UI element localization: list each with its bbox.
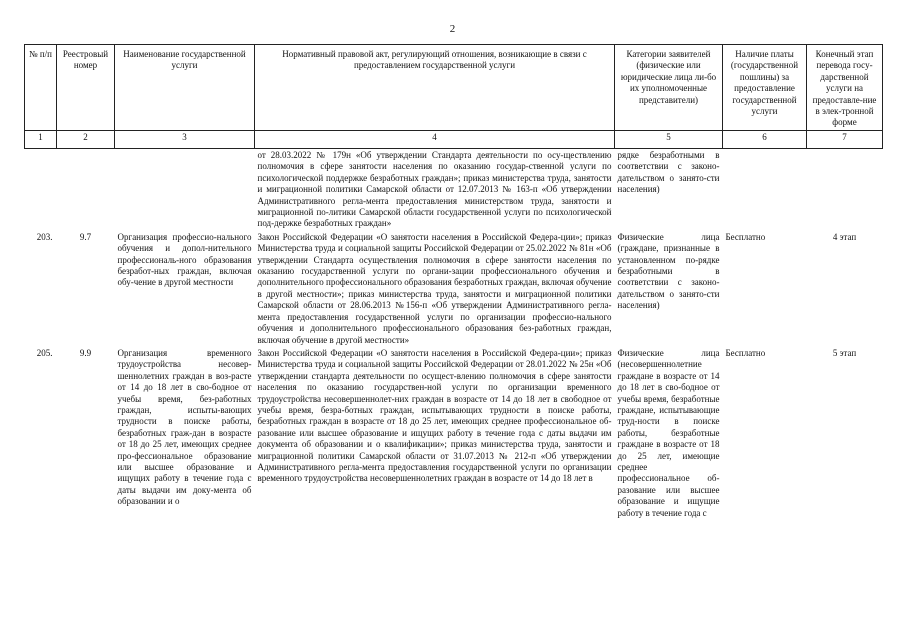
column-number: 6 (723, 131, 807, 149)
legal-act: от 28.03.2022 № 179н «Об утверждении Стандарта деятельности по осу-ществлению полномочия в сфере занятости населения по оказанию государ-ственной услуги по психологической поддержке безработных граждан»; приказ министерства труда, занятости и миграционной политики Самарской области от 12.07.2013 № 163-п «Об утверждении Административного регла-мента предоставления министерством труда, занятости и миграционной по-литики Самарской области государственной услуги по психологической под-держке безработных граждан» (257, 150, 612, 229)
service-name: Организация временного трудоустройства несовер-шеннолетних граждан в воз-расте от 14 до 18 лет в сво-бодное от учебы время, без-работных граждан, испыты-вающих трудности в поиске работы, безработных граж-дан в возрасте от 18 до 25 лет, имеющих среднее про-фессиональное образование или высшее образование и ищущих работу в течение года с даты выдачи им доку-мента об образовании и о (117, 347, 252, 507)
applicant-category: рядке безработными в соответствии с законо-дательством о занято-сти населения) (617, 150, 720, 195)
service-name (115, 149, 255, 231)
registry-number (57, 149, 115, 231)
registry-number: 9.7 (79, 231, 92, 242)
header-registry-number: Реестровый номер (57, 45, 115, 131)
services-table (24, 44, 883, 520)
header-service-name: Наименование государственной услуги (115, 45, 255, 131)
column-number-row (25, 131, 883, 149)
applicant-category: Физические лица (граждане, признанные в установленном по-рядке безработными в соответствии с законо-дательством о занято-сти населения) (617, 231, 720, 311)
fee: Бесплатно (725, 347, 766, 358)
column-number: 1 (25, 131, 57, 149)
header-legal-act: Нормативный правовой акт, регулирующий отношения, возникающие в связи с предоставлением государственной услуги (255, 45, 615, 131)
column-number: 3 (115, 131, 255, 149)
header-fee: Наличие платы (государственной пошлины) за предоставление государственной услуги (723, 45, 807, 131)
legal-act: Закон Российской Федерации «О занятости населения в Российской Федера-ции»; приказ Министерства труда и социальной защиты Российской Федерации от 28.01.2022 № 25н «Об утверждении стандарта деятельности по осущест-влению полномочия в сфере занятости населения по оказанию государствен-ной услуги по организации временного трудоустройства несовершеннолет-них граждан в возрасте от 14 до 18 лет в свободное от учебы время, безра-ботных граждан, испытывающих трудности в поиске работы, безработных граждан в возрасте от 18 до 25 лет, имеющих среднее профессиональное об-разование или высшее образование и ищущих работу в течение года с даты выдачи им документа об образовании и о квалификации»; приказ министерства труда, занятости и миграционной политики Самарской области от 31.07.2013 № 212-п «Об утверждении Административного регла-мента предоставления государственной услуги по организации временного трудоустройства несовершеннолетних граждан в возрасте от 14 до 18 лет в (257, 347, 612, 484)
column-number: 2 (57, 131, 115, 149)
service-name: Организация профессио-нального обучения и допол-нительного профессиональ-ного образования безработ-ных граждан, включая обу-чение в другой местности (117, 231, 252, 288)
header-final-stage: Конечный этап перевода госу-дарственной услуги на предоставле-ние в элек-тронной форме (807, 45, 883, 131)
row-number: 205. (36, 347, 53, 358)
table-row (25, 231, 883, 347)
column-number: 5 (615, 131, 723, 149)
header-applicant-categories: Категории заявителей (физические или юридические лица ли-бо их уполномоченные представители) (615, 45, 723, 131)
applicant-category: Физические лица (несовершеннолетние граждане в возрасте от 14 до 18 лет в сво-бодное от учебы время, безработные граждане, испытывающие труд-ности в поиске работы, безработные граждане в возрасте от 18 до 25 лет, имеющие среднее профессиональное об-разование или высшее образование и ищущие работу в течение года с (617, 347, 720, 518)
row-number: 203. (36, 231, 53, 242)
table-row (25, 149, 883, 231)
registry-number: 9.9 (79, 347, 92, 358)
header-number: № п/п (25, 45, 57, 131)
fee: Бесплатно (725, 231, 766, 242)
final-stage (807, 149, 883, 231)
header-row (25, 45, 883, 131)
fee (723, 149, 807, 231)
table-row (25, 347, 883, 520)
row-number (25, 149, 57, 231)
final-stage: 4 этап (832, 231, 857, 242)
page-number: 2 (449, 23, 456, 35)
column-number: 4 (255, 131, 615, 149)
final-stage: 5 этап (832, 347, 857, 358)
legal-act: Закон Российской Федерации «О занятости населения в Российской Федера-ции»; приказ Министерства труда и социальной защиты Российской Федерации от 25.02.2022 № 81н «Об утверждении Стандарта осуществления полномочия в сфере занятости населения по оказанию государственной услуги по органи-зации профессионального обучения и дополнительного профессионального образования безработных граждан, включая обучение в другой местности»; приказ министерства труда, занятости и миграционной политики Самарской области от 28.06.2013 №156-п «Об утверждении Административного регла-мента предоставления государственной услуги по организации профессио-нального обучения и дополнительного профессионального образования без-работных граждан, включая обучение в другой местности» (257, 231, 612, 345)
column-number: 7 (807, 131, 883, 149)
